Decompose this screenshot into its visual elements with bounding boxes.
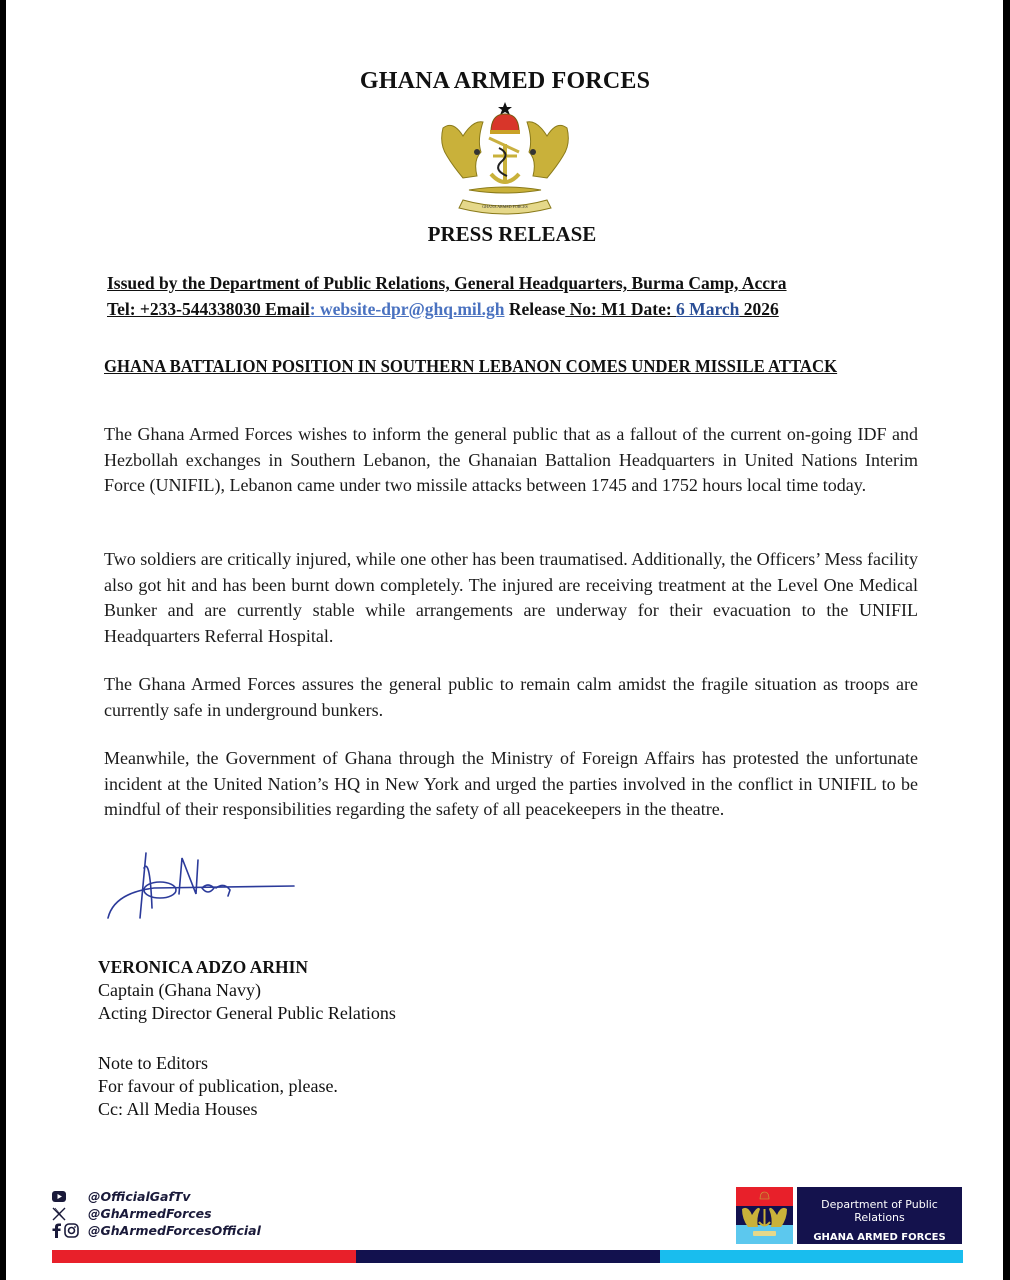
- signatory-rank: Captain (Ghana Navy): [98, 980, 261, 1000]
- publication-request: For favour of publication, please.: [98, 1076, 338, 1096]
- contact-line: [107, 299, 779, 320]
- body-paragraph: Meanwhile, the Government of Ghana through the Ministry of Foreign Affairs has protested the unfortunate incident at the United Nation’s HQ in New York and urged the parties involved in the conflict in UNIFIL to be mindful of their responsibilities regarding the safety of all peacekeepers in the theatre.: [104, 748, 918, 819]
- facebook-instagram-handle: @GhArmedForcesOfficial: [88, 1223, 261, 1238]
- release-date: 6 March: [676, 299, 740, 319]
- note-to-editors: Note to Editors: [98, 1053, 208, 1073]
- facebook-icon: [52, 1223, 61, 1238]
- cc-line: Cc: All Media Houses: [98, 1099, 258, 1119]
- footer-bar-cyan: [660, 1250, 963, 1263]
- issued-by-line: Issued by the Department of Public Relations, General Headquarters, Burma Camp, Accra: [107, 273, 787, 293]
- social-x[interactable]: [52, 1205, 261, 1222]
- department-organization: GHANA ARMED FORCES: [813, 1232, 946, 1243]
- footer-bar-navy: [356, 1250, 660, 1263]
- body-paragraph: Two soldiers are critically injured, while one other has been traumatised. Additionally, the Officers’ Mess facility also got hit and has been burnt down completely. The injured are receiving treatment at the Level One Medical Bunker and are currently stable while arrangements are underway for their evacuation to the UNIFIL Headquarters Referral Hospital.: [104, 549, 918, 646]
- email-link[interactable]: website-dpr@ghq.mil.gh: [320, 299, 505, 319]
- signatory-name: VERONICA ADZO ARHIN: [98, 957, 309, 977]
- youtube-handle: @OfficialGafTv: [88, 1189, 191, 1204]
- x-handle: @GhArmedForces: [88, 1206, 212, 1221]
- crest-ribbon-text: GHANA ARMED FORCES: [482, 204, 528, 209]
- department-crest-icon: [736, 1187, 793, 1244]
- signature-icon: [104, 848, 304, 923]
- social-media-handles: [52, 1188, 261, 1239]
- email-separator: :: [309, 299, 320, 319]
- document-type-title: PRESS RELEASE: [427, 222, 597, 246]
- social-facebook-instagram[interactable]: [52, 1222, 261, 1239]
- youtube-icon: [52, 1191, 66, 1202]
- body-paragraph: The Ghana Armed Forces wishes to inform the general public that as a fallout of the current on-going IDF and Hezbollah exchanges in Southern Lebanon, the Ghanaian Battalion Headquarters in United Nations Interim Force (UNIFIL), Lebanon came under two missile attacks between 1745 and 1752 hours local time today.: [104, 424, 918, 495]
- body-paragraph: The Ghana Armed Forces assures the general public to remain calm amidst the fragile situation as troops are currently safe in underground bunkers.: [104, 674, 918, 720]
- ghana-armed-forces-crest-icon: [433, 100, 577, 216]
- department-name: Department of Public Relations: [821, 1198, 938, 1224]
- signatory-title: Acting Director General Public Relations: [98, 1003, 396, 1023]
- headline: GHANA BATTALION POSITION IN SOUTHERN LEBANON COMES UNDER MISSILE ATTACK: [104, 356, 838, 376]
- instagram-icon: [64, 1223, 79, 1238]
- social-youtube[interactable]: [52, 1188, 261, 1205]
- release-number: No: M1 Date:: [565, 299, 677, 319]
- organization-title: GHANA ARMED FORCES: [359, 68, 651, 94]
- tel-label: Tel: +233-544338030 Email: [107, 299, 310, 319]
- department-badge: [797, 1187, 962, 1244]
- x-icon: [52, 1207, 66, 1221]
- release-year: 2026: [739, 299, 779, 319]
- release-label: Release: [504, 299, 566, 319]
- footer-bar-red: [52, 1250, 356, 1263]
